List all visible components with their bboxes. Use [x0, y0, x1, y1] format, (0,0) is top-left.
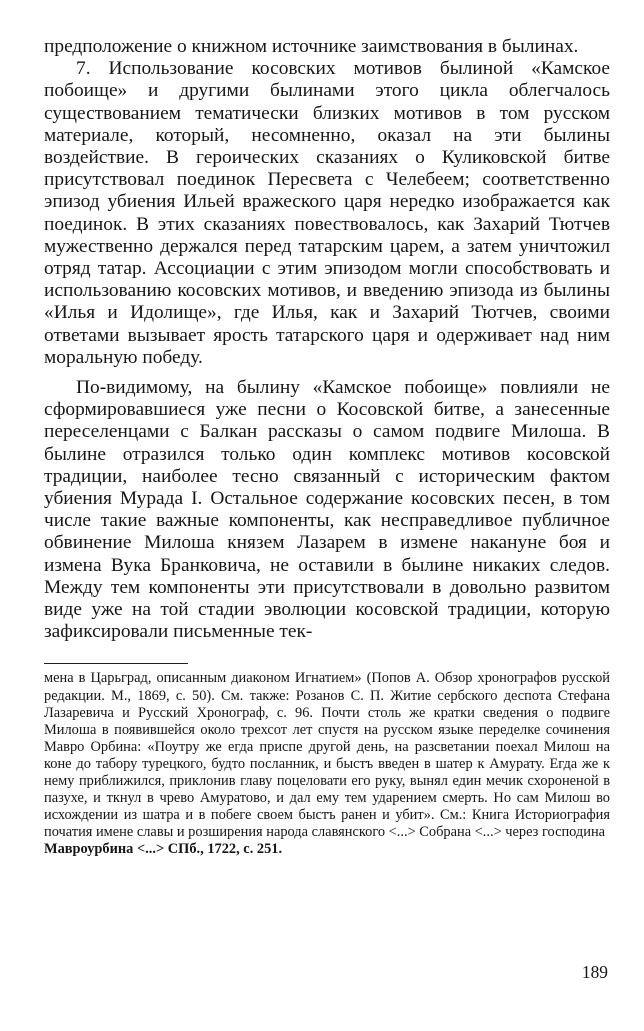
- paragraph-section-7: 7. Использование косовских мотивов былиной «Камское побоище» и другими былинами этого цикла облегчалось существованием тематически близких мотивов в том русском материале, который, несомненно, оказал на эти былины воздействие. В героических сказаниях о Куликовской битве присутствовал поединок Пересвета с Челебеем; соответственно эпизод убиения Ильей вражеского царя нередко изображается как поединок. В этих сказаниях повествовалось, как Захарий Тютчев мужественно держался перед татарским царем, а затем уничтожил отряд татар. Ассоциации с этим эпизодом могли способствовать и использованию косовских мотивов, и введению эпизода из былины «Илья и Идолище», где Илья, как и Захарий Тютчев, своими ответами вызывает ярость татарского царя и одерживает над ним моральную победу.: [44, 58, 610, 368]
- footnote-text: мена в Царьград, описанным диаконом Игнатием» (Попов А. Обзор хронографов русской редакции. М., 1869, с. 50). См. также: Розанов С. П. Житие сербского деспота Стефана Лазаревича и Русский Хронограф, с. 96. Почти столь же кратки сведения о подвиге Милоша в появившейся около трехсот лет спустя на русском языке переделке сочинения Мавро Орбина: «Поутру же егда приспе другой день, на разсветании поехал Милош на коне до табору турецкого, будто посланник, и быстъ введен в шатер к Амурату. Егда же к нему приближился, приклонив главу поцеловати его руку, вынял един мечик схороненой в пазухе, и ткнул в чрево Амуратово, и дал ему тем ударением смерть. Но сам Милош во исхождении из шатра и в побеге своем быстъ ранен и убит». См.: Книга Историография початия имене славы и розширения народа славянского <...> Собрана <...> через господина: [44, 670, 610, 841]
- paragraph-kosovo-influence: По-видимому, на былину «Камское побоище» повлияли не сформировавшиеся уже песни о Косовской битве, а занесенные переселенцами с Балкан рассказы о самом подвиге Милоша. В былине отразился только один комплекс мотивов косовской традиции, наиболее тесно связанный с историческим фактом убиения Мурада I. Остальное содержание косовских песен, в том числе такие важные компоненты, как несправедливое публичное обвинение Милоша князем Лазарем в измене накануне боя и измена Вука Бранковича, не оставили в былине никаких следов. Между тем компоненты эти присутствовали в довольно развитом виде уже на той стадии эволюции косовской традиции, которую зафиксировали письменные тек-: [44, 377, 610, 643]
- page-number: 189: [581, 962, 608, 982]
- footnote-divider: [44, 663, 188, 664]
- footnote-citation: Мавроурбина <...> СПб., 1722, с. 251.: [44, 841, 283, 858]
- footnote: [44, 670, 610, 858]
- book-page: [44, 36, 610, 859]
- paragraph-continuation: предположение о книжном источнике заимствования в былинах.: [44, 36, 579, 57]
